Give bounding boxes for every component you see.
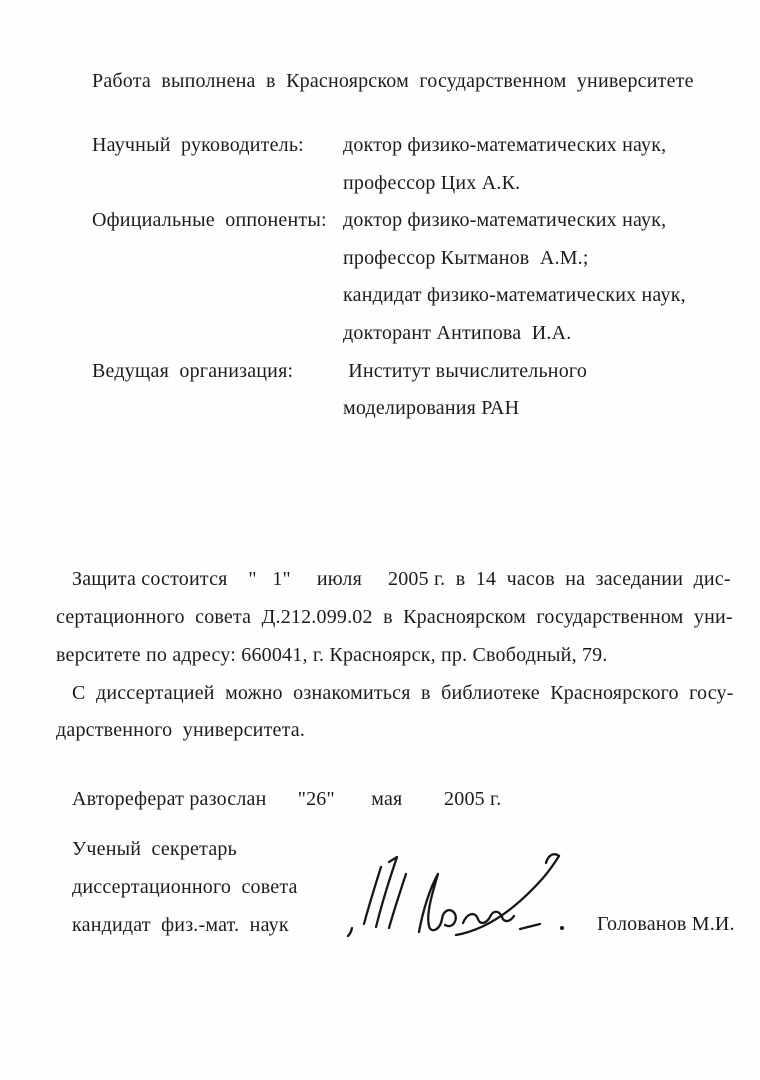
label-opponents: Официальные оппоненты:: [92, 209, 327, 231]
label-leading-organization: Ведущая организация:: [92, 360, 294, 382]
opponent1-degree: доктор физико-математических наук,: [343, 209, 667, 231]
defense-paragraph-line2: сертационного совета Д.212.099.02 в Красноярском государственном уни-: [56, 606, 733, 628]
performed-at-line: Работа выполнена в Красноярском государственном университете: [92, 70, 694, 92]
leading-organization-line2: моделирования РАН: [343, 397, 520, 419]
secretary-title-line2: диссертационного совета: [72, 876, 298, 898]
leading-organization-line1: Институт вычислительного: [343, 360, 588, 382]
supervisor-degree: доктор физико-математических наук,: [343, 134, 667, 156]
secretary-title-line1: Ученый секретарь: [72, 838, 237, 860]
library-paragraph-line2: дарственного университета.: [56, 719, 306, 741]
defense-paragraph-line1: Защита состоится " 1" июля 2005 г. в 14 часов на заседании дис-: [72, 568, 731, 590]
defense-paragraph-line3: верситете по адресу: 660041, г. Красноярск, пр. Свободный, 79.: [56, 644, 608, 666]
supervisor-name: профессор Цих А.К.: [343, 172, 521, 194]
label-supervisor: Научный руководитель:: [92, 134, 304, 156]
library-paragraph-line1: С диссертацией можно ознакомиться в библиотеке Красноярского госу-: [72, 682, 734, 704]
handwritten-signature-icon: [340, 836, 580, 946]
opponent2-degree: кандидат физико-математических наук,: [343, 284, 686, 306]
opponent1-name: профессор Кытманов А.М.;: [343, 247, 589, 269]
opponent2-name: докторант Антипова И.А.: [343, 322, 572, 344]
secretary-title-line3: кандидат физ.-мат. наук: [72, 914, 289, 936]
secretary-name: Голованов М.И.: [597, 913, 735, 935]
abstract-mailed-line: Автореферат разослан "26" мая 2005 г.: [72, 788, 502, 810]
